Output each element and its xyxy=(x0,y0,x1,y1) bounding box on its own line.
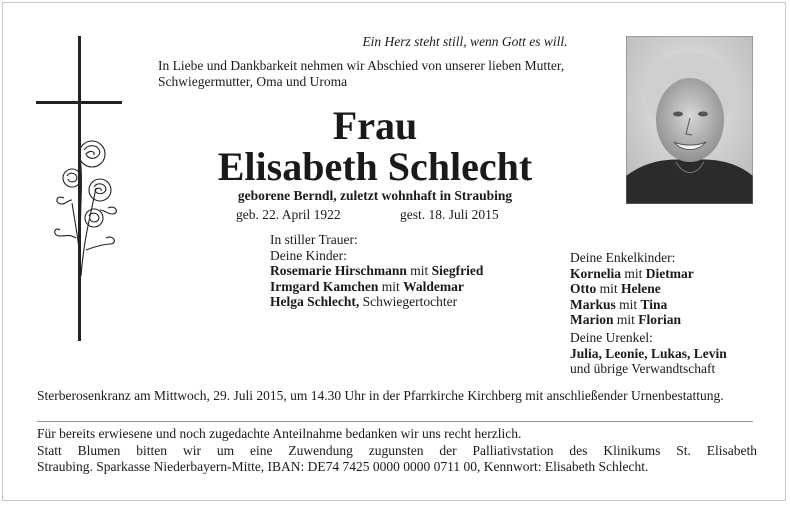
birth-name-residence: geborene Berndl, zuletzt wohnhaft in Straubing xyxy=(237,188,513,203)
mourners-children xyxy=(270,232,560,310)
intro-text: In Liebe und Dankbarkeit nehmen wir Abschied von unserer lieben Mutter, Schwiegermutter, Oma und Uroma xyxy=(158,58,565,89)
list-item: Rosemarie Hirschmann mit Siegfried xyxy=(270,263,484,278)
donation-line-1: Statt Blumen bitten wir um eine Zuwendung zugunsten der Palliativstation des Klinikums St. Elisabeth xyxy=(37,443,757,458)
list-item: Julia, Leonie, Lukas, Levin xyxy=(570,345,727,361)
list-item: Otto mit Helene xyxy=(570,281,661,296)
mourners-great-grandchildren xyxy=(570,330,770,377)
other-relatives: und übrige Verwandtschaft xyxy=(570,361,716,376)
birth-date: geb. 22. April 1922 xyxy=(236,207,341,222)
roses-icon xyxy=(50,138,125,278)
salutation: Frau xyxy=(332,103,418,148)
children-heading: Deine Kinder: xyxy=(270,247,347,263)
grandchildren-heading: Deine Enkelkinder: xyxy=(570,250,676,265)
divider xyxy=(37,421,753,422)
thanks-text: Für bereits erwiesene und noch zugedachte Anteilnahme bedanken wir uns recht herzlich. xyxy=(37,426,522,441)
rosary-announcement: Sterberosenkranz am Mittwoch, 29. Juli 2015, um 14.30 Uhr in der Pfarrkirche Kirchberg mit anschließender Urnenbestattung. xyxy=(37,388,724,403)
list-item: Kornelia mit Dietmar xyxy=(570,265,694,281)
list-item: Helga Schlecht, Schwiegertochter xyxy=(270,294,458,309)
list-item: Markus mit Tina xyxy=(570,296,668,312)
deceased-name: Elisabeth Schlecht xyxy=(217,144,533,189)
mourners-grandchildren xyxy=(570,250,770,328)
cross-arm xyxy=(36,101,122,104)
list-item: Marion mit Florian xyxy=(570,312,682,327)
list-item: Irmgard Kamchen mit Waldemar xyxy=(270,278,464,294)
mourning-heading: In stiller Trauer: xyxy=(270,232,358,247)
donation-text xyxy=(37,443,757,474)
death-date: gest. 18. Juli 2015 xyxy=(400,207,499,222)
donation-line-2: Straubing. Sparkasse Niederbayern-Mitte, IBAN: DE74 7425 0000 0000 0711 00, Kennwort: Elisabeth Schlecht. xyxy=(37,458,649,474)
portrait-photo xyxy=(626,36,753,204)
motto: Ein Herz steht still, wenn Gott es will. xyxy=(362,34,568,49)
great-grandchildren-heading: Deine Urenkel: xyxy=(570,330,653,345)
